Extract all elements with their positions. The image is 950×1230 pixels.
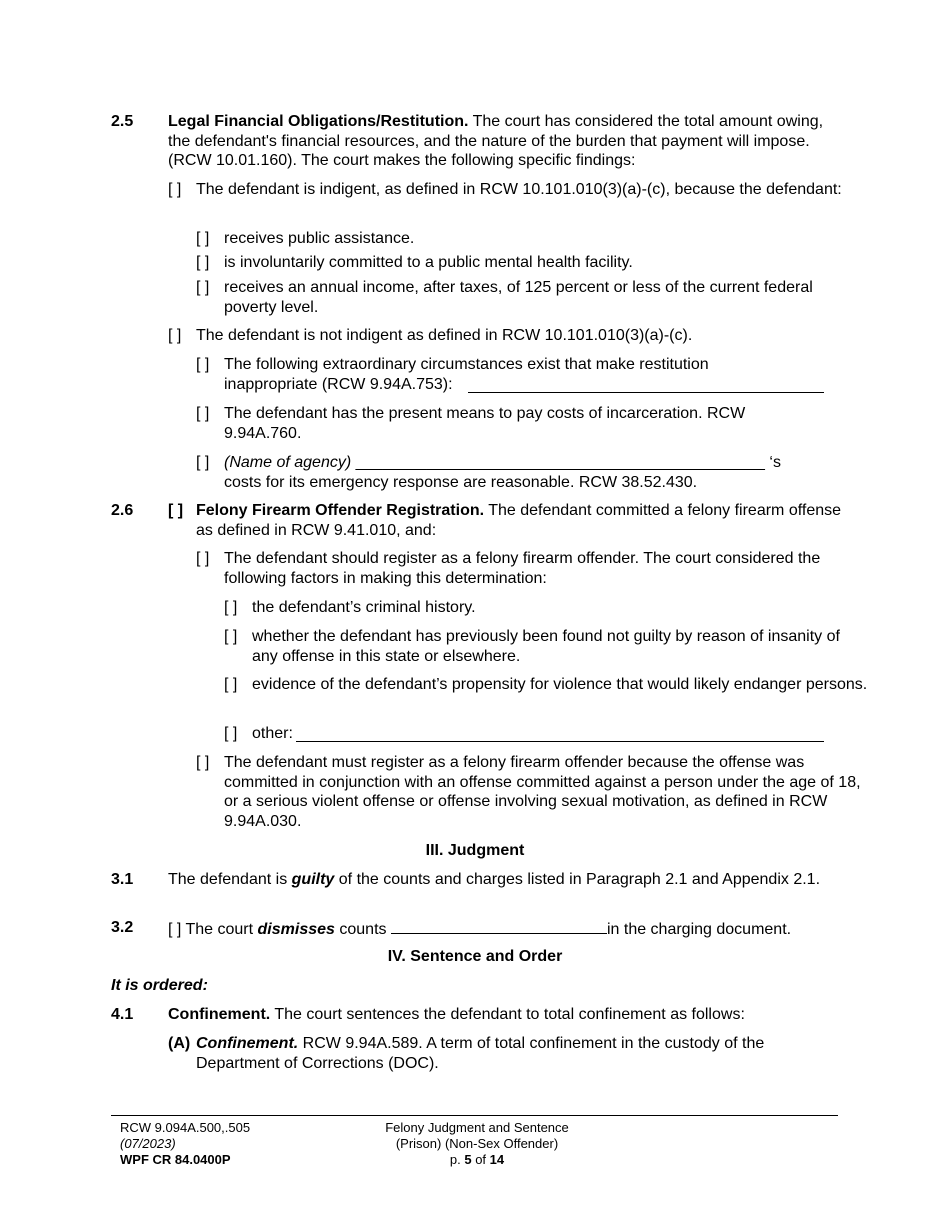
footer-title-1: Felony Judgment and Sentence <box>385 1120 569 1135</box>
finding-mental-health: [ ] is involuntarily committed to a public mental health facility. <box>196 254 633 271</box>
checkbox[interactable]: [ ] <box>168 327 182 344</box>
checkbox[interactable]: [ ] <box>168 181 182 198</box>
checkbox[interactable]: [ ] <box>196 754 210 771</box>
extraordinary-blank-line[interactable] <box>468 377 824 393</box>
finding-extraordinary: [ ] The following extraordinary circumstances exist that make restitution inappropriate (RCW 9.94A.753): <box>196 356 709 393</box>
judgment-heading: III. Judgment <box>425 842 525 859</box>
section-3-2-text: [ ] The court dismisses counts in the charging document. <box>168 918 848 940</box>
checkbox[interactable]: [ ] <box>224 628 238 645</box>
footer-title-2: (Prison) (Non-Sex Offender) <box>395 1136 559 1151</box>
checkbox[interactable]: [ ] <box>196 405 210 422</box>
finding-must-register: [ ] The defendant must register as a felony firearm offender because the offense was committed in conjunction with an offense committed against a person under the age of 18, or a serious violent offense or offense involving sexual motivation, as defined in RCW 9.94A.030. <box>196 754 861 830</box>
factor-insanity: [ ] whether the defendant has previously been found not guilty by reason of insanity of any offense in this state or elsewhere. <box>224 628 840 665</box>
factor-violence: [ ] evidence of the defendant’s propensity for violence that would likely endanger persons. <box>224 676 868 693</box>
checkbox[interactable]: [ ] <box>196 550 210 567</box>
checkbox[interactable]: [ ] The court <box>168 921 254 938</box>
checkbox[interactable]: [ ] <box>224 599 238 616</box>
footer-form-number: WPF CR 84.0400P <box>120 1152 231 1167</box>
footer-rcw: RCW 9.094A.500,.505 <box>120 1120 251 1135</box>
checkbox[interactable]: [ ] <box>196 279 210 296</box>
section-number-2-5: 2.5 <box>111 113 134 130</box>
dismissed-counts-blank[interactable] <box>391 918 607 934</box>
checkbox[interactable]: [ ] <box>196 454 210 471</box>
sentence-heading: IV. Sentence and Order <box>387 948 563 965</box>
finding-agency-costs: [ ] (Name of agency) ______________________________________________ ‘s costs for its emergency response are reasonable. RCW 38.52.430. <box>196 454 781 491</box>
section-2-5-title: Legal Financial Obligations/Restitution. <box>168 113 469 130</box>
checkbox[interactable]: [ ] <box>196 356 210 373</box>
footer-page-number: p. 5 of 14 <box>449 1152 505 1167</box>
section-number-2-6: 2.6 <box>111 502 134 519</box>
finding-not-indigent: [ ] The defendant is not indigent as defined in RCW 10.101.010(3)(a)-(c). <box>168 327 693 344</box>
finding-indigent: [ ] The defendant is indigent, as defined in RCW 10.101.010(3)(a)-(c), because the defendant: <box>168 181 842 198</box>
factor-criminal-history: [ ] the defendant’s criminal history. <box>224 599 476 616</box>
agency-blank[interactable]: ______________________________________________ <box>355 454 765 471</box>
agency-label: (Name of agency) <box>224 454 352 471</box>
section-number-4-1: 4.1 <box>111 1006 134 1023</box>
section-2-6-title: Felony Firearm Offender Registration. <box>196 502 485 519</box>
factor-other: [ ] other: <box>224 725 293 742</box>
finding-income: [ ] receives an annual income, after taxes, of 125 percent or less of the current federal poverty level. <box>196 279 813 316</box>
confinement-a: (A) Confinement. RCW 9.94A.589. A term of total confinement in the custody of the Department of Corrections (DOC). <box>168 1035 765 1072</box>
finding-present-means: [ ] The defendant has the present means to pay costs of incarceration. RCW 9.94A.760. <box>196 405 746 442</box>
finding-should-register: [ ] The defendant should register as a felony firearm offender. The court considered the following factors in making this determination: <box>196 550 821 587</box>
section-4-1-text: Confinement. The court sentences the defendant to total confinement as follows: <box>168 1006 745 1023</box>
section-2-5-intro: Legal Financial Obligations/Restitution. The court has considered the total amount owing, the defendant's financial resources, and the nature of the burden that payment will impose. (RCW 10.01.160). The court makes the following specific findings: <box>168 113 824 170</box>
footer-date: (07/2023) <box>120 1136 176 1151</box>
checkbox[interactable]: [ ] <box>196 230 210 247</box>
section-number-3-2: 3.2 <box>111 919 134 936</box>
section-number-3-1: 3.1 <box>111 871 134 888</box>
it-is-ordered: It is ordered: <box>111 977 208 994</box>
other-blank-line[interactable] <box>296 726 824 742</box>
finding-public-assistance: [ ] receives public assistance. <box>196 230 415 247</box>
footer-divider <box>111 1115 838 1116</box>
checkbox[interactable]: [ ] <box>224 725 238 742</box>
section-3-1-text: The defendant is guilty of the counts and charges listed in Paragraph 2.1 and Appendix 2.1. <box>168 871 821 888</box>
section-2-6-intro: [ ] Felony Firearm Offender Registration. The defendant committed a felony firearm offense as defined in RCW 9.41.010, and: <box>168 502 842 539</box>
checkbox[interactable]: [ ] <box>168 502 184 519</box>
checkbox[interactable]: [ ] <box>224 676 238 693</box>
checkbox[interactable]: [ ] <box>196 254 210 271</box>
